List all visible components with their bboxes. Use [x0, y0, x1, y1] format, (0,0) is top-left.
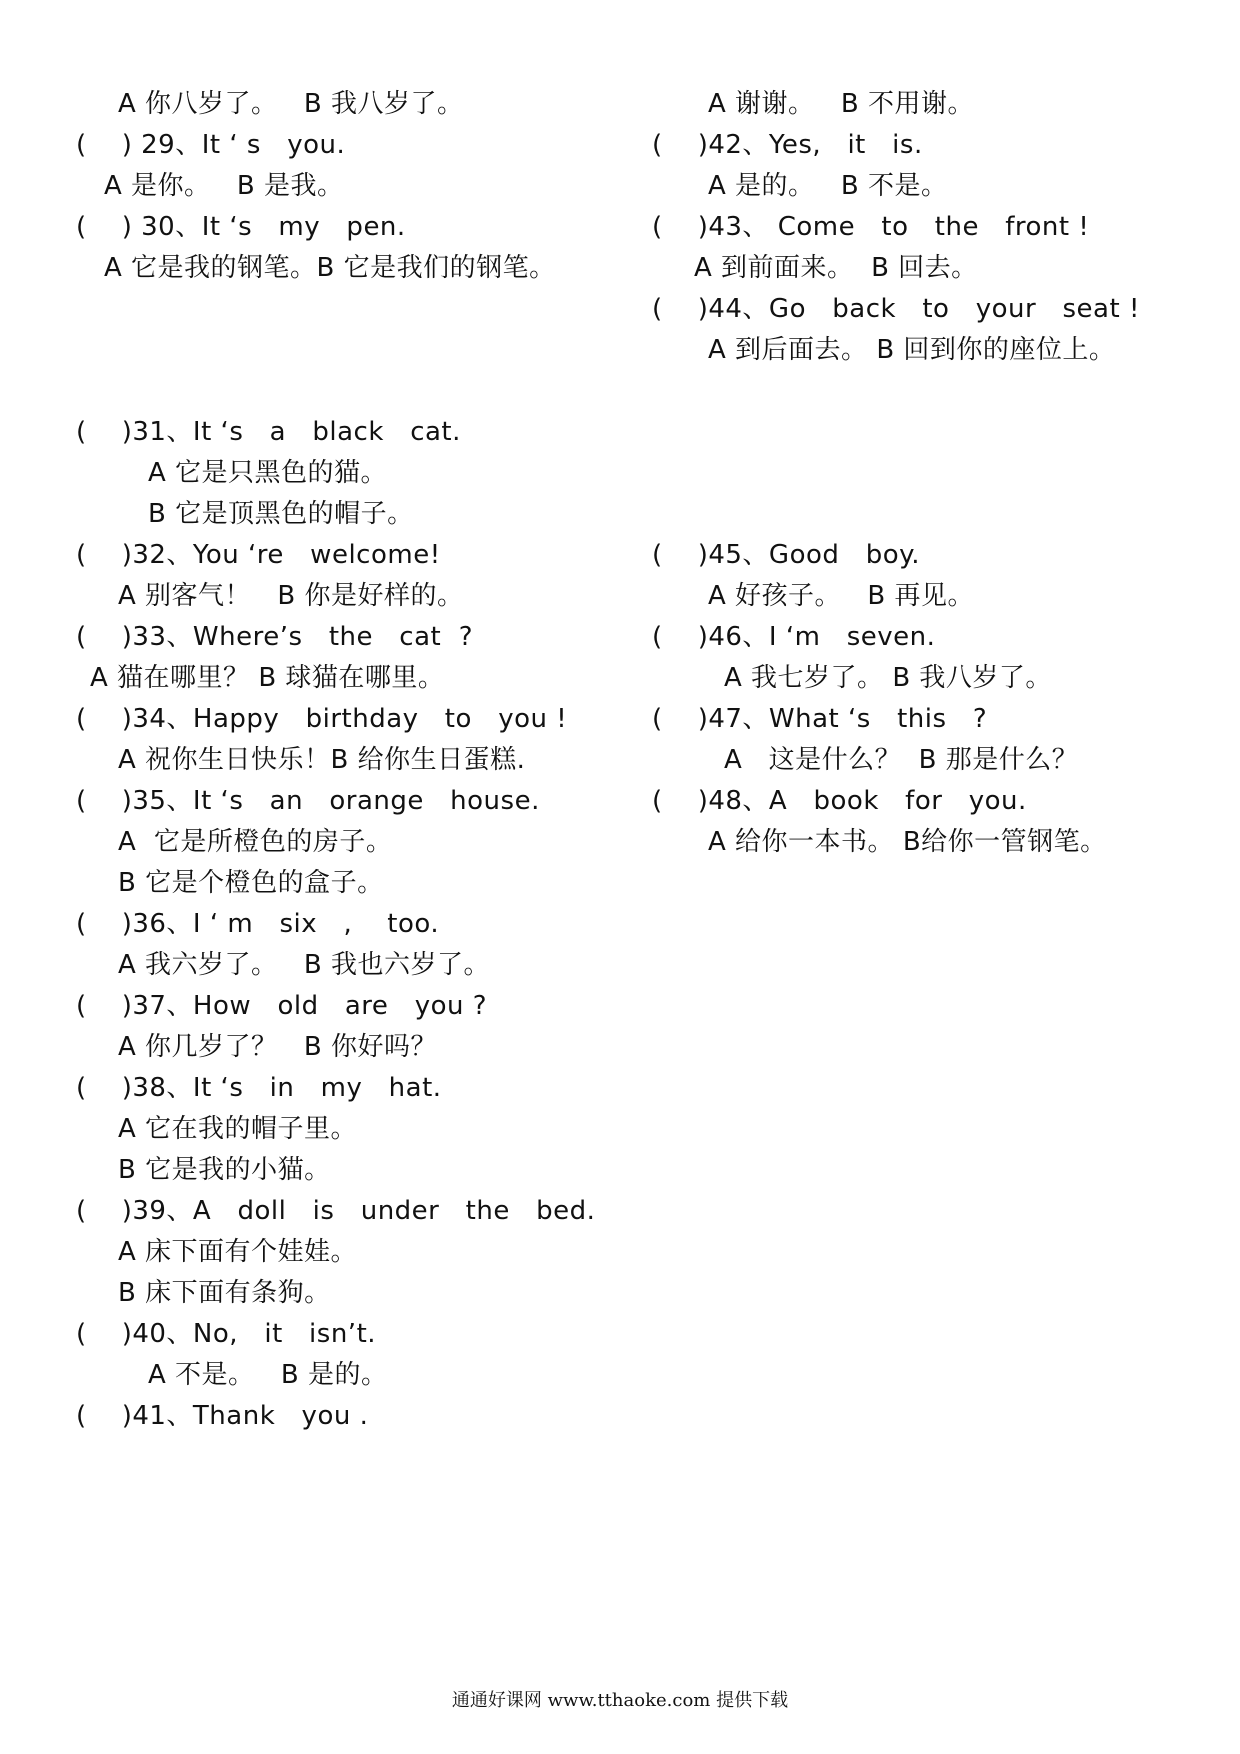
question-46: ( )46、I ‘m seven.: [652, 622, 936, 652]
question-33: ( )33、Where’s the cat ?: [76, 622, 474, 652]
option-line: A 好孩子。 B 再见。: [708, 581, 974, 611]
option-line: A 是你。 B 是我。: [104, 171, 344, 201]
question-48: ( )48、A book for you.: [652, 786, 1027, 816]
option-line: A 它是只黑色的猫。: [148, 458, 388, 488]
question-41: ( )41、Thank you .: [76, 1401, 369, 1431]
question-44: ( )44、Go back to your seat !: [652, 294, 1140, 324]
question-39: ( )39、A doll is under the bed.: [76, 1196, 596, 1226]
option-line: A 到后面去。 B 回到你的座位上。: [708, 335, 1116, 365]
option-line: A 你八岁了。 B 我八岁了。: [118, 89, 464, 119]
question-35: ( )35、It ‘s an orange house.: [76, 786, 540, 816]
option-line: A 它在我的帽子里。: [118, 1114, 358, 1144]
option-line: A 我七岁了。 B 我八岁了。: [724, 663, 1052, 693]
option-line: B 它是个橙色的盒子。: [118, 868, 384, 898]
option-line: A 给你一本书。 B给你一管钢笔。: [708, 827, 1107, 857]
option-line: A 谢谢。 B 不用谢。: [708, 89, 974, 119]
question-38: ( )38、It ‘s in my hat.: [76, 1073, 442, 1103]
question-29: ( ) 29、It ‘ s you.: [76, 130, 346, 160]
question-45: ( )45、Good boy.: [652, 540, 921, 570]
option-line: A 别客气！ B 你是好样的。: [118, 581, 464, 611]
option-line: A 你几岁了？ B 你好吗？: [118, 1032, 437, 1062]
question-43: ( )43、 Come to the front !: [652, 212, 1090, 242]
question-42: ( )42、Yes, it is.: [652, 130, 923, 160]
question-40: ( )40、No, it isn’t.: [76, 1319, 377, 1349]
question-37: ( )37、How old are you ?: [76, 991, 488, 1021]
question-30: ( ) 30、It ‘s my pen.: [76, 212, 406, 242]
question-34: ( )34、Happy birthday to you !: [76, 704, 568, 734]
option-line: B 它是顶黑色的帽子。: [148, 499, 414, 529]
option-line: A 猫在哪里？ B 球猫在哪里。: [90, 663, 445, 693]
option-line: A 是的。 B 不是。: [708, 171, 948, 201]
option-line: A 不是。 B 是的。: [148, 1360, 388, 1390]
option-line: A 它是所橙色的房子。: [118, 827, 393, 857]
question-47: ( )47、What ‘s this ?: [652, 704, 988, 734]
question-31: ( )31、It ‘s a black cat.: [76, 417, 461, 447]
option-line: A 我六岁了。 B 我也六岁了。: [118, 950, 490, 980]
option-line: A 床下面有个娃娃。: [118, 1237, 358, 1267]
option-line: A 它是我的钢笔。B 它是我们的钢笔。: [104, 253, 556, 283]
option-line: A 这是什么？ B 那是什么？: [724, 745, 1079, 775]
option-line: B 它是我的小猫。: [118, 1155, 331, 1185]
option-line: A 祝你生日快乐！B 给你生日蛋糕.: [118, 745, 526, 775]
option-line: B 床下面有条狗。: [118, 1278, 331, 1308]
question-36: ( )36、I ‘ m six , too.: [76, 909, 440, 939]
question-32: ( )32、You ‘re welcome!: [76, 540, 441, 570]
footer-source: 通通好课网 www.tthaoke.com 提供下载: [451, 1690, 789, 1711]
option-line: A 到前面来。 B 回去。: [694, 253, 978, 283]
